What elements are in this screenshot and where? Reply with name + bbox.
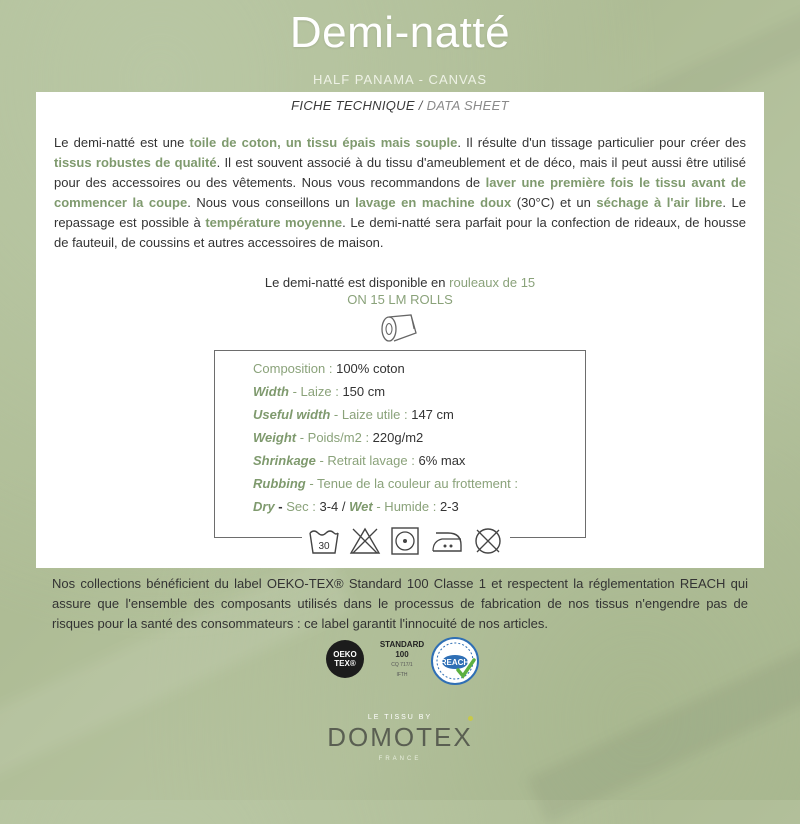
spec-label-en: Width [253, 384, 289, 399]
certification-logos [326, 636, 486, 686]
spec-value: 2-3 [439, 499, 459, 514]
oeko-std-line3: CQ 717/1 [391, 662, 413, 668]
brand-logo: DOMOTEX [327, 722, 473, 752]
spec-rubbing [253, 476, 518, 491]
spec-label: - Tenue de la couleur au frottement : [305, 476, 518, 491]
intro-highlight: lavage en machine doux [355, 195, 512, 210]
spec-label-en: Shrinkage [253, 453, 316, 468]
oeko-tex-logo [326, 640, 364, 678]
spec-label-en: Rubbing [253, 476, 306, 491]
iron-medium-icon [430, 525, 464, 557]
spec-sep: - [274, 499, 287, 514]
intro-highlight: séchage à l'air libre [596, 195, 723, 210]
brand-country: FRANCE [378, 756, 422, 762]
intro-highlight: température moyenne [205, 215, 343, 230]
intro-text: . Nous vous conseillons un [187, 195, 356, 210]
spec-dry-wet [253, 499, 459, 514]
spec-useful-width [253, 407, 454, 422]
tumble-dry-icon [389, 525, 421, 557]
oeko-standard-label [372, 640, 432, 680]
spec-label: - Humide : [372, 499, 440, 514]
brand-tagline: LE TISSU BY [367, 714, 433, 721]
intro-text: Le demi-natté est une [54, 135, 190, 150]
no-dry-clean-icon [472, 525, 504, 557]
no-bleach-icon [349, 525, 381, 557]
reach-compliant-logo [430, 636, 480, 686]
certification-paragraph: Nos collections bénéficient du label OEKO-TEX® Standard 100 Classe 1 et respectent la réglementation REACH qui assure que l'ensemble des composants utilisés dans le processus de fabrication de nos tissus n'engendre pas de risques pour la santé des consommateurs : ce label garantit l'innocuité de nos articles. [52, 576, 748, 631]
intro-text: . Le repassage est possible à [54, 195, 747, 230]
data-sheet-panel [36, 92, 764, 568]
sheet-heading-en: DATA SHEET [426, 98, 509, 113]
intro-text: . Il est souvent associé à du tissu d'ameublement et de déco, mais il peut aussi être utilisé pour des accessoires ou des vêtements. Nous vous recommandons de [54, 155, 747, 190]
sheet-heading-fr: FICHE TECHNIQUE [291, 98, 415, 113]
spec-label-en: Weight [253, 430, 297, 445]
oeko-badge-line2: TEX® [334, 659, 356, 668]
oeko-std-line4: IFTH [396, 672, 408, 678]
oeko-std-line1: STANDARD [379, 640, 425, 649]
intro-text: . Le demi-natté sera parfait pour la confection de rideaux, de housse de fauteuil, de coussins et autres accessoires de maison. [54, 215, 746, 250]
spec-label: Composition : [253, 361, 337, 376]
spec-label: - Laize : [288, 384, 343, 399]
brand-dot [468, 716, 473, 721]
spec-label: Sec : [286, 499, 320, 514]
availability-prefix: Le demi-natté est disponible en [264, 275, 450, 290]
intro-highlight: laver une première fois le tissu avant de commencer la coupe [54, 175, 746, 210]
spec-sep: / [338, 499, 350, 514]
spec-label-en: Dry [253, 499, 275, 514]
spec-label: - Retrait lavage : [315, 453, 419, 468]
page-title: Demi-natté [289, 8, 511, 57]
oeko-std-line2: 100 [395, 650, 409, 659]
wash-30-icon [308, 525, 340, 557]
oeko-badge-line1: OEKO [333, 650, 357, 659]
availability-line [36, 275, 764, 290]
reach-label: REACH [440, 658, 470, 667]
intro-highlight: tissus robustes de qualité [54, 155, 217, 170]
wash-temp: 30 [318, 541, 330, 552]
page-subtitle: HALF PANAMA - CANVAS [312, 72, 488, 87]
spec-value: 147 cm [411, 407, 454, 422]
sheet-heading [36, 98, 764, 113]
spec-label: - Laize utile : [330, 407, 412, 422]
availability-highlight: rouleaux de 15 [449, 275, 536, 290]
availability-en: ON 15 LM ROLLS [347, 292, 453, 307]
intro-text: (30°C) et un [511, 195, 597, 210]
spec-value: 3-4 [319, 499, 339, 514]
care-symbols [302, 520, 510, 562]
spec-label-en: Wet [349, 499, 373, 514]
spec-composition [253, 361, 405, 376]
intro-text: . Il résulte d'un tissage particulier pour créer des [457, 135, 747, 150]
spec-width [253, 384, 385, 399]
spec-weight [253, 430, 423, 445]
spec-box [214, 350, 586, 538]
spec-value: 220g/m2 [372, 430, 424, 445]
spec-value: 6% max [418, 453, 466, 468]
fabric-roll-icon [36, 311, 764, 345]
intro-highlight: toile de coton, un tissu épais mais souple [189, 135, 458, 150]
sheet-heading-sep: / [414, 98, 427, 113]
spec-shrinkage [253, 453, 465, 468]
spec-value: 100% coton [336, 361, 405, 376]
spec-value: 150 cm [342, 384, 386, 399]
intro-paragraph [54, 133, 746, 253]
spec-label: - Poids/m2 : [296, 430, 373, 445]
spec-label-en: Useful width [253, 407, 331, 422]
